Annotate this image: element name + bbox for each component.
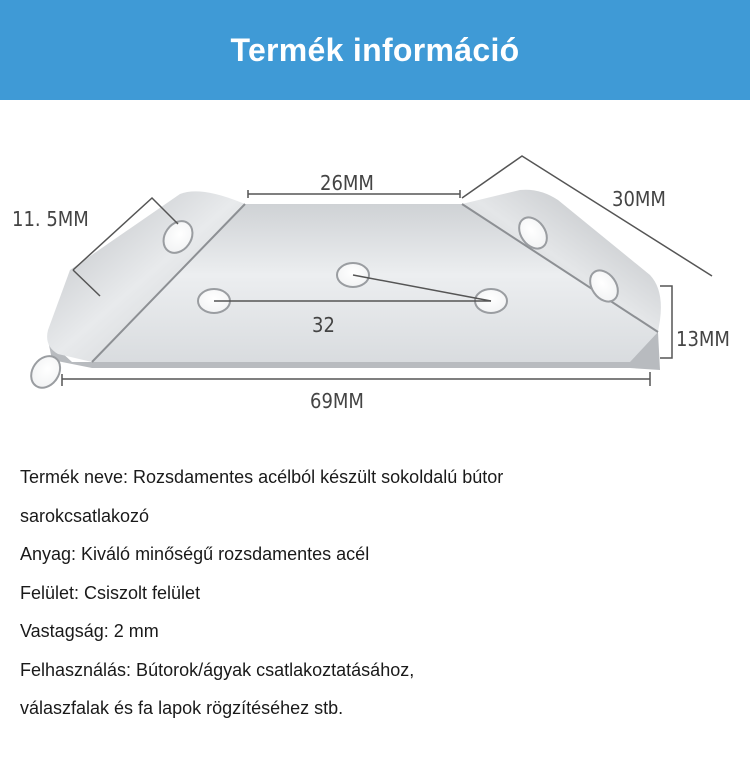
dim-width-label: 69MM: [310, 389, 364, 413]
info-line-usage: Felhasználás: Bútorok/ágyak csatlakoztatásához,: [20, 659, 415, 680]
dim-right-label: 30MM: [612, 187, 666, 211]
page-title: Termék információ: [230, 31, 520, 68]
info-line-name-cont: sarokcsatlakozó: [20, 505, 150, 526]
info-line-surface: Felület: Csiszolt felület: [20, 582, 201, 603]
info-line-usage-cont: válaszfalak és fa lapok rögzítéséhez stb.: [20, 698, 344, 718]
product-diagram: [0, 100, 750, 430]
bracket-plate: [25, 190, 661, 394]
dim-top-label: 26MM: [320, 171, 374, 195]
info-line-thickness: Vastagság: 2 mm: [20, 621, 159, 641]
info-line-material: Anyag: Kiváló minőségű rozsdamentes acél: [20, 544, 370, 564]
dim-hole-spacing-label: 32: [312, 313, 335, 337]
dim-left-label: 11. 5MM: [12, 207, 89, 231]
header-banner: [0, 0, 750, 100]
dim-height-label: 13MM: [676, 327, 730, 351]
product-info: [20, 458, 730, 728]
info-line-name: Termék neve: Rozsdamentes acélból készült sokoldalú bútor: [20, 467, 504, 487]
